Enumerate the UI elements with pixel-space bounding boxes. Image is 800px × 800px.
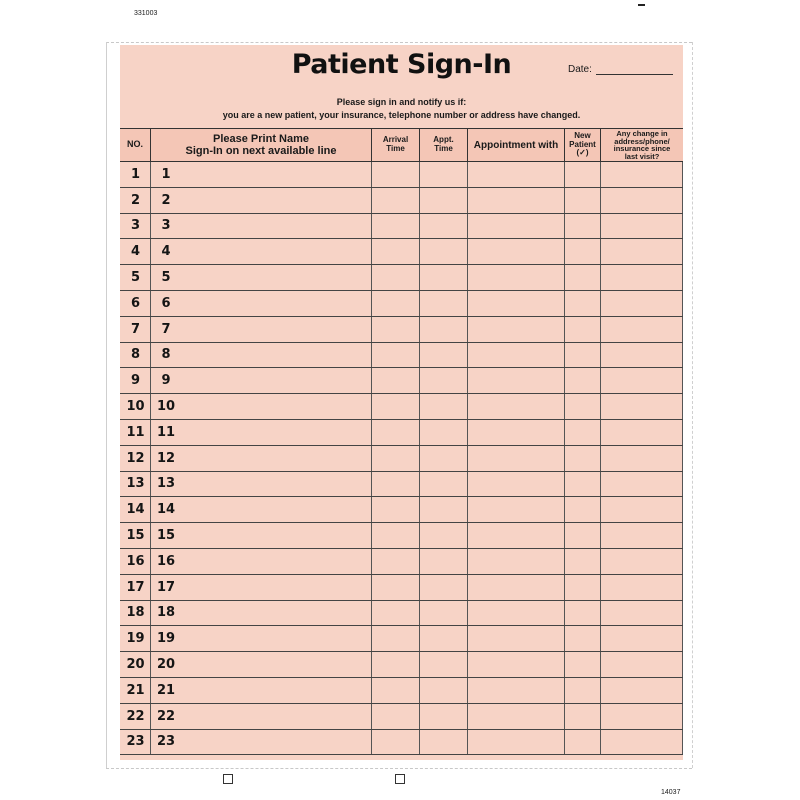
- cell-name[interactable]: [151, 394, 372, 419]
- cell-appointment-with[interactable]: [468, 214, 565, 239]
- cell-name[interactable]: [151, 446, 372, 471]
- cell-new-patient[interactable]: [565, 214, 601, 239]
- cell-appointment-with[interactable]: [468, 368, 565, 393]
- top-tick-mark: [638, 4, 645, 6]
- cell-appt-time[interactable]: [420, 523, 468, 548]
- table-row: [120, 446, 683, 472]
- row-number: 6: [130, 295, 141, 311]
- table-row: [120, 652, 683, 678]
- cell-change[interactable]: [601, 420, 683, 445]
- row-number: 7: [130, 321, 141, 337]
- cell-arrival-time[interactable]: [372, 239, 420, 264]
- cell-change[interactable]: [601, 626, 683, 651]
- cell-new-patient[interactable]: [565, 549, 601, 574]
- table-row: [120, 497, 683, 523]
- cell-change[interactable]: [601, 239, 683, 264]
- row-number: 20: [126, 657, 145, 673]
- cell-appt-time[interactable]: [420, 549, 468, 574]
- cell-name[interactable]: [151, 626, 372, 651]
- cell-change[interactable]: [601, 368, 683, 393]
- header-name: Please Print Name Sign-In on next available line: [151, 129, 372, 161]
- line-number: 20: [156, 657, 176, 673]
- cell-arrival-time[interactable]: [372, 420, 420, 445]
- line-number: 17: [156, 579, 176, 595]
- table-row: [120, 162, 683, 188]
- form-code-top: 331003: [134, 10, 158, 17]
- cell-appointment-with[interactable]: [468, 472, 565, 497]
- date-field[interactable]: [596, 74, 673, 75]
- cell-change[interactable]: [601, 265, 683, 290]
- cell-change[interactable]: [601, 291, 683, 316]
- cell-arrival-time[interactable]: [372, 188, 420, 213]
- perforation-top: [106, 42, 692, 43]
- cell-appointment-with[interactable]: [468, 575, 565, 600]
- line-number: 23: [156, 734, 176, 750]
- cell-new-patient[interactable]: [565, 317, 601, 342]
- line-number: 2: [161, 192, 171, 208]
- cell-appointment-with[interactable]: [468, 317, 565, 342]
- table-row: [120, 188, 683, 214]
- cell-appt-time[interactable]: [420, 497, 468, 522]
- table-row: [120, 394, 683, 420]
- line-number: 15: [156, 528, 176, 544]
- row-number: 5: [130, 270, 141, 286]
- checkmark-icon: (✓): [576, 148, 589, 158]
- cell-change[interactable]: [601, 575, 683, 600]
- sign-in-sheet: [120, 45, 683, 760]
- table-row: [120, 317, 683, 343]
- sign-in-table: [120, 128, 683, 755]
- cell-arrival-time[interactable]: [372, 626, 420, 651]
- cell-new-patient[interactable]: [565, 601, 601, 626]
- checkbox-right[interactable]: [395, 774, 405, 784]
- table-row: [120, 678, 683, 704]
- cell-appointment-with[interactable]: [468, 601, 565, 626]
- row-number: 9: [130, 373, 141, 389]
- table-row: [120, 730, 683, 756]
- cell-appointment-with[interactable]: [468, 626, 565, 651]
- row-number: 10: [126, 399, 145, 415]
- cell-appt-time[interactable]: [420, 472, 468, 497]
- cell-appt-time[interactable]: [420, 652, 468, 677]
- cell-appt-time[interactable]: [420, 291, 468, 316]
- cell-name[interactable]: [151, 678, 372, 703]
- cell-appointment-with[interactable]: [468, 549, 565, 574]
- row-number: 14: [126, 502, 145, 518]
- line-number: 10: [156, 399, 176, 415]
- cell-name[interactable]: [151, 214, 372, 239]
- table-row: [120, 420, 683, 446]
- cell-new-patient[interactable]: [565, 730, 601, 755]
- header-appt-time: Appt. Time: [420, 129, 468, 161]
- row-number: 23: [126, 734, 145, 750]
- line-number: 21: [156, 682, 176, 698]
- cell-new-patient[interactable]: [565, 652, 601, 677]
- cell-appt-time[interactable]: [420, 394, 468, 419]
- cell-appt-time[interactable]: [420, 239, 468, 264]
- cell-appt-time[interactable]: [420, 343, 468, 368]
- table-row: [120, 601, 683, 627]
- cell-new-patient[interactable]: [565, 523, 601, 548]
- cell-new-patient[interactable]: [565, 265, 601, 290]
- cell-appointment-with[interactable]: [468, 343, 565, 368]
- cell-arrival-time[interactable]: [372, 678, 420, 703]
- cell-new-patient[interactable]: [565, 162, 601, 187]
- cell-arrival-time[interactable]: [372, 549, 420, 574]
- table-row: [120, 523, 683, 549]
- row-number: 15: [126, 528, 145, 544]
- cell-change[interactable]: [601, 601, 683, 626]
- cell-name[interactable]: [151, 420, 372, 445]
- table-row: [120, 704, 683, 730]
- cell-appt-time[interactable]: [420, 214, 468, 239]
- cell-change[interactable]: [601, 523, 683, 548]
- cell-name[interactable]: [151, 497, 372, 522]
- cell-new-patient[interactable]: [565, 188, 601, 213]
- cell-arrival-time[interactable]: [372, 497, 420, 522]
- cell-change[interactable]: [601, 472, 683, 497]
- line-number: 14: [156, 502, 176, 518]
- cell-new-patient[interactable]: [565, 678, 601, 703]
- row-number: 8: [130, 347, 141, 363]
- line-number: 3: [161, 218, 171, 234]
- cell-name[interactable]: [151, 652, 372, 677]
- line-number: 8: [161, 347, 171, 363]
- header-change-since-last-visit: Any change in address/phone/ insurance since last visit?: [613, 129, 671, 161]
- cell-new-patient[interactable]: [565, 626, 601, 651]
- cell-arrival-time[interactable]: [372, 446, 420, 471]
- row-number: 22: [126, 708, 145, 724]
- row-number: 3: [130, 218, 141, 234]
- line-number: 7: [161, 321, 171, 337]
- cell-change[interactable]: [601, 730, 683, 755]
- cell-change[interactable]: [601, 704, 683, 729]
- cell-new-patient[interactable]: [565, 343, 601, 368]
- row-number: 21: [126, 682, 145, 698]
- cell-name[interactable]: [151, 265, 372, 290]
- cell-new-patient[interactable]: [565, 575, 601, 600]
- cell-appointment-with[interactable]: [468, 730, 565, 755]
- table-row: [120, 343, 683, 369]
- line-number: 13: [156, 476, 176, 492]
- cell-new-patient[interactable]: [565, 704, 601, 729]
- cell-arrival-time[interactable]: [372, 730, 420, 755]
- perforation-bottom: [106, 768, 692, 769]
- line-number: 18: [156, 605, 176, 621]
- cell-arrival-time[interactable]: [372, 368, 420, 393]
- row-number: 17: [126, 579, 145, 595]
- table-row: [120, 472, 683, 498]
- table-row: [120, 291, 683, 317]
- line-number: 6: [161, 295, 171, 311]
- cell-new-patient[interactable]: [565, 291, 601, 316]
- line-number: 9: [161, 373, 171, 389]
- cell-new-patient[interactable]: [565, 394, 601, 419]
- cell-appt-time[interactable]: [420, 704, 468, 729]
- line-number: 5: [161, 270, 171, 286]
- cell-new-patient[interactable]: [565, 472, 601, 497]
- cell-arrival-time[interactable]: [372, 214, 420, 239]
- cell-new-patient[interactable]: [565, 420, 601, 445]
- row-number: 1: [130, 166, 141, 182]
- cell-name[interactable]: [151, 317, 372, 342]
- line-number: 16: [156, 553, 176, 569]
- line-number: 4: [161, 244, 171, 260]
- cell-appointment-with[interactable]: [468, 652, 565, 677]
- cell-appointment-with[interactable]: [468, 394, 565, 419]
- cell-appt-time[interactable]: [420, 730, 468, 755]
- cell-appt-time[interactable]: [420, 575, 468, 600]
- cell-appointment-with[interactable]: [468, 420, 565, 445]
- table-row: [120, 626, 683, 652]
- cell-appt-time[interactable]: [420, 446, 468, 471]
- cell-change[interactable]: [601, 162, 683, 187]
- row-number: 4: [130, 244, 141, 260]
- cell-appointment-with[interactable]: [468, 523, 565, 548]
- date-label: Date:: [568, 64, 592, 75]
- cell-arrival-time[interactable]: [372, 343, 420, 368]
- table-row: [120, 368, 683, 394]
- cell-arrival-time[interactable]: [372, 652, 420, 677]
- cell-appointment-with[interactable]: [468, 704, 565, 729]
- cell-arrival-time[interactable]: [372, 291, 420, 316]
- cell-appointment-with[interactable]: [468, 239, 565, 264]
- row-number: 2: [130, 192, 141, 208]
- table-row: [120, 239, 683, 265]
- cell-appointment-with[interactable]: [468, 188, 565, 213]
- cell-arrival-time[interactable]: [372, 704, 420, 729]
- perforation-left: [106, 42, 107, 768]
- cell-arrival-time[interactable]: [372, 394, 420, 419]
- row-number: 11: [126, 424, 145, 440]
- cell-change[interactable]: [601, 549, 683, 574]
- cell-name[interactable]: [151, 239, 372, 264]
- cell-appt-time[interactable]: [420, 162, 468, 187]
- cell-name[interactable]: [151, 162, 372, 187]
- cell-arrival-time[interactable]: [372, 472, 420, 497]
- row-number: 18: [126, 605, 145, 621]
- line-number: 22: [156, 708, 176, 724]
- cell-appointment-with[interactable]: [468, 497, 565, 522]
- cell-arrival-time[interactable]: [372, 523, 420, 548]
- perforation-right: [692, 42, 693, 768]
- cell-change[interactable]: [601, 678, 683, 703]
- table-row: [120, 214, 683, 240]
- cell-change[interactable]: [601, 317, 683, 342]
- cell-change[interactable]: [601, 394, 683, 419]
- cell-change[interactable]: [601, 343, 683, 368]
- cell-new-patient[interactable]: [565, 446, 601, 471]
- line-number: 11: [156, 424, 176, 440]
- header-no: NO.: [120, 129, 151, 161]
- cell-arrival-time[interactable]: [372, 162, 420, 187]
- cell-name[interactable]: [151, 472, 372, 497]
- cell-change[interactable]: [601, 497, 683, 522]
- cell-arrival-time[interactable]: [372, 601, 420, 626]
- table-header: [120, 128, 683, 162]
- cell-appt-time[interactable]: [420, 368, 468, 393]
- cell-new-patient[interactable]: [565, 239, 601, 264]
- cell-appt-time[interactable]: [420, 188, 468, 213]
- checkbox-left[interactable]: [223, 774, 233, 784]
- header-new-patient: New Patient (✓): [565, 129, 601, 161]
- table-row: [120, 265, 683, 291]
- cell-arrival-time[interactable]: [372, 265, 420, 290]
- cell-appointment-with[interactable]: [468, 446, 565, 471]
- cell-name[interactable]: [151, 188, 372, 213]
- cell-name[interactable]: [151, 343, 372, 368]
- cell-new-patient[interactable]: [565, 497, 601, 522]
- cell-appointment-with[interactable]: [468, 265, 565, 290]
- cell-name[interactable]: [151, 730, 372, 755]
- form-code-bottom: 14037: [661, 789, 681, 796]
- cell-name[interactable]: [151, 601, 372, 626]
- cell-new-patient[interactable]: [565, 368, 601, 393]
- line-number: 12: [156, 450, 176, 466]
- cell-appt-time[interactable]: [420, 420, 468, 445]
- row-number: 12: [126, 450, 145, 466]
- cell-appt-time[interactable]: [420, 265, 468, 290]
- cell-appt-time[interactable]: [420, 601, 468, 626]
- cell-appt-time[interactable]: [420, 626, 468, 651]
- table-row: [120, 549, 683, 575]
- row-number: 16: [126, 553, 145, 569]
- table-row: [120, 575, 683, 601]
- row-number: 13: [126, 476, 145, 492]
- cell-arrival-time[interactable]: [372, 575, 420, 600]
- cell-change[interactable]: [601, 446, 683, 471]
- line-number: 1: [161, 166, 171, 182]
- cell-name[interactable]: [151, 704, 372, 729]
- instruction-line-2: you are a new patient, your insurance, telephone number or address have changed.: [222, 110, 581, 120]
- page-title: Patient Sign-In: [291, 49, 512, 80]
- cell-name[interactable]: [151, 575, 372, 600]
- cell-name[interactable]: [151, 291, 372, 316]
- header-arrival-time: Arrival Time: [372, 129, 420, 161]
- cell-appt-time[interactable]: [420, 317, 468, 342]
- cell-appointment-with[interactable]: [468, 678, 565, 703]
- header-appointment-with: Appointment with: [468, 129, 565, 161]
- cell-name[interactable]: [151, 549, 372, 574]
- row-number: 19: [126, 631, 145, 647]
- instruction-line-1: Please sign in and notify us if:: [336, 97, 467, 107]
- cell-name[interactable]: [151, 523, 372, 548]
- table-body: [120, 162, 683, 755]
- line-number: 19: [156, 631, 176, 647]
- cell-name[interactable]: [151, 368, 372, 393]
- cell-change[interactable]: [601, 652, 683, 677]
- cell-arrival-time[interactable]: [372, 317, 420, 342]
- cell-appointment-with[interactable]: [468, 291, 565, 316]
- cell-appt-time[interactable]: [420, 678, 468, 703]
- cell-change[interactable]: [601, 214, 683, 239]
- cell-change[interactable]: [601, 188, 683, 213]
- cell-appointment-with[interactable]: [468, 162, 565, 187]
